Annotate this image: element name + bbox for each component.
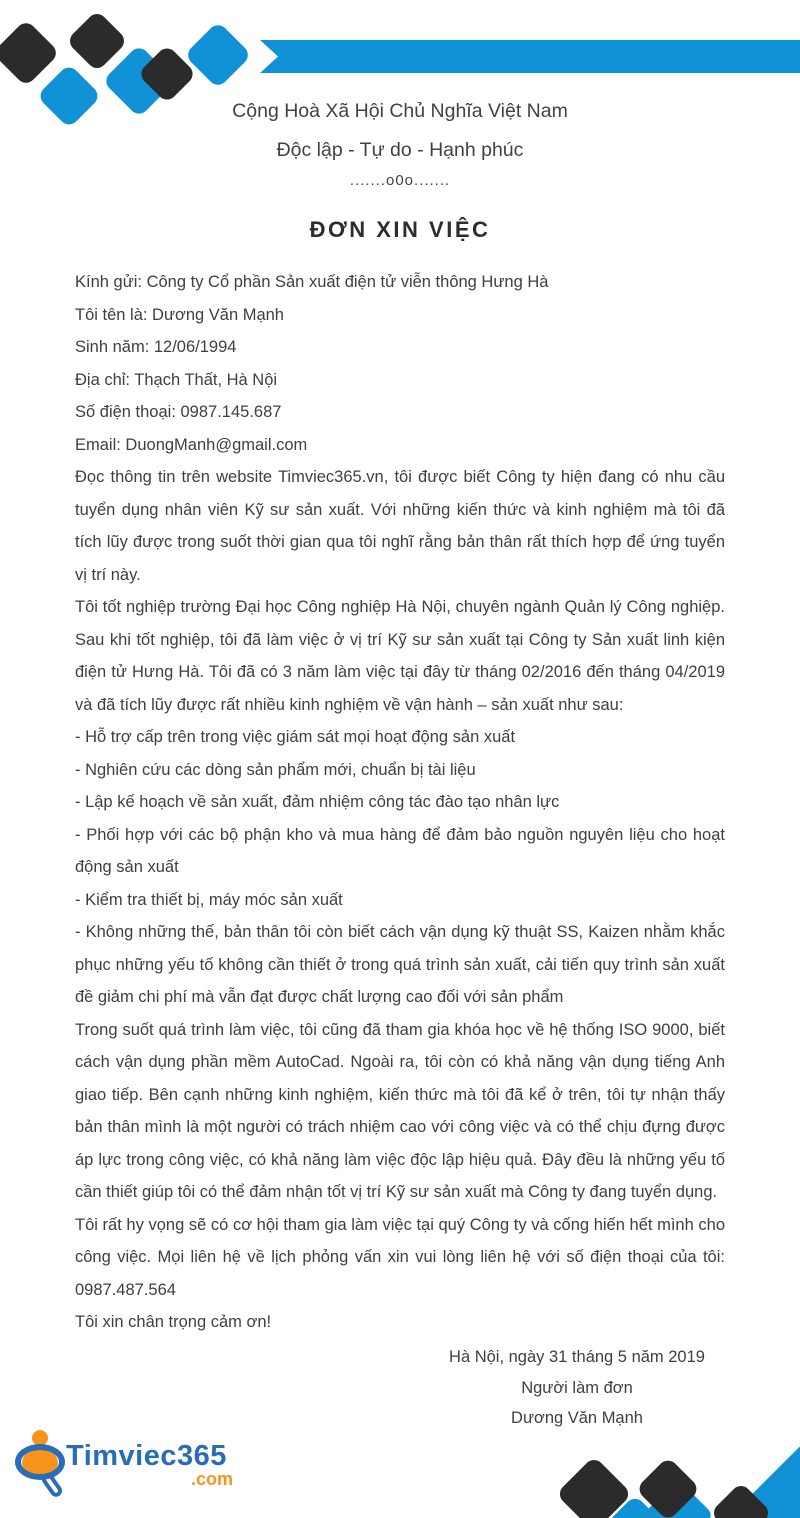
document-title: ĐƠN XIN VIỆC [309,217,491,242]
header-ribbon [260,40,800,73]
brand-logo[interactable] [10,1420,250,1516]
signature-place-date: Hà Nội, ngày 31 tháng 5 năm 2019 [449,1348,705,1366]
info-line-name: Tôi tên là: Dương Văn Mạnh [75,305,284,324]
paragraph-skills: Trong suốt quá trình làm việc, tôi cũng đã tham gia khóa học về hệ thống ISO 9000, biết cách vận dụng phần mềm AutoCad. Ngoài ra, tôi còn có khả năng vận dụng tiếng Anh giao tiếp. Bên cạnh những kinh nghiệm, kiến thức mà tôi đã kể ở trên, tôi tự nhận thấy bản thân mình là một người có trách nhiệm cao với công việc và có thể chịu đựng được áp lực trong công việc, có khả năng làm việc độc lập hiệu quả. Đây đều là những yếu tố cần thiết giúp tôi có thể đảm nhận tốt vị trí Kỹ sư sản xuất mà Công ty đang tuyển dụng. [75,1020,725,1201]
national-motto: Độc lập - Tự do - Hạnh phúc [276,139,524,161]
experience-bullet: - Kiểm tra thiết bị, máy móc sản xuất [75,890,343,909]
letter-body [75,266,725,1339]
experience-bullet: - Nghiên cứu các dòng sản phẩm mới, chuẩn bị tài liệu [75,760,476,779]
info-line-phone: Số điện thoại: 0987.145.687 [75,403,282,421]
brand-name: Timviec365 [66,1440,227,1472]
diamond-decoration [184,21,252,89]
info-line-address: Địa chỉ: Thạch Thất, Hà Nội [75,370,278,389]
magnifier-icon [15,1444,65,1480]
experience-bullet: - Phối hợp với các bộ phận kho và mua hàng để đảm bảo nguồn nguyên liệu cho hoạt động sản xuất [75,825,725,876]
brand-domain: .com [190,1469,233,1489]
signature-block [402,1342,752,1434]
thanks-line: Tôi xin chân trọng cảm ơn! [75,1313,272,1331]
info-line-recipient: Kính gửi: Công ty Cổ phần Sản xuất điện tử viễn thông Hưng Hà [75,273,549,291]
paragraph-education: Tôi tốt nghiệp trường Đại học Công nghiệp Hà Nội, chuyên ngành Quản lý Công nghiệp. Sau khi tốt nghiệp, tôi đã làm việc ở vị trí Kỹ sư sản xuất tại Công ty Sản xuất linh kiện điện tử Hưng Hà. Tôi đã có 3 năm làm việc tại đây từ tháng 02/2016 đến tháng 04/2019 và đã tích lũy được rất nhiều kinh nghiệm về vận hành – sản xuất như sau: [75,598,725,714]
national-title: Cộng Hoà Xã Hội Chủ Nghĩa Việt Nam [232,100,568,122]
experience-bullet: - Hỗ trợ cấp trên trong việc giám sát mọi hoạt động sản xuất [75,728,516,746]
info-line-email: Email: DuongManh@gmail.com [75,435,308,454]
separator-line: .......o0o....... [349,172,451,189]
paragraph-intro: Đọc thông tin trên website Timviec365.vn, tôi được biết Công ty hiện đang có nhu cầu tuyển dụng nhân viên Kỹ sư sản xuất. Với những kiến thức và kinh nghiệm mà tôi đã tích lũy được trong suốt thời gian qua tôi nghĩ rằng bản thân rất thích hợp để ứng tuyển vị trí này. [75,468,725,584]
info-line-birth: Sinh năm: 12/06/1994 [75,338,237,356]
diamond-decoration [0,19,60,87]
experience-bullet: - Không những thế, bản thân tôi còn biết cách vận dụng kỹ thuật SS, Kaizen nhằm khắc phục những yếu tố không cần thiết ở trong quá trình sản xuất, cải tiến quy trình sản xuất đề giảm chi phí mà vẫn đạt được chất lượng cao đối với sản phẩm [75,923,725,1006]
experience-bullet: - Lập kế hoạch về sản xuất, đảm nhiệm công tác đào tạo nhân lực [75,793,560,811]
paragraph-hope: Tôi rất hy vọng sẽ có cơ hội tham gia làm việc tại quý Công ty và cống hiến hết mình cho công việc. Mọi liên hệ về lịch phỏng vấn xin vui lòng liên hệ với số điện thoại của tôi: 0987.487.564 [75,1215,725,1299]
signature-role: Người làm đơn [521,1378,633,1397]
signature-name: Dương Văn Mạnh [511,1409,643,1427]
